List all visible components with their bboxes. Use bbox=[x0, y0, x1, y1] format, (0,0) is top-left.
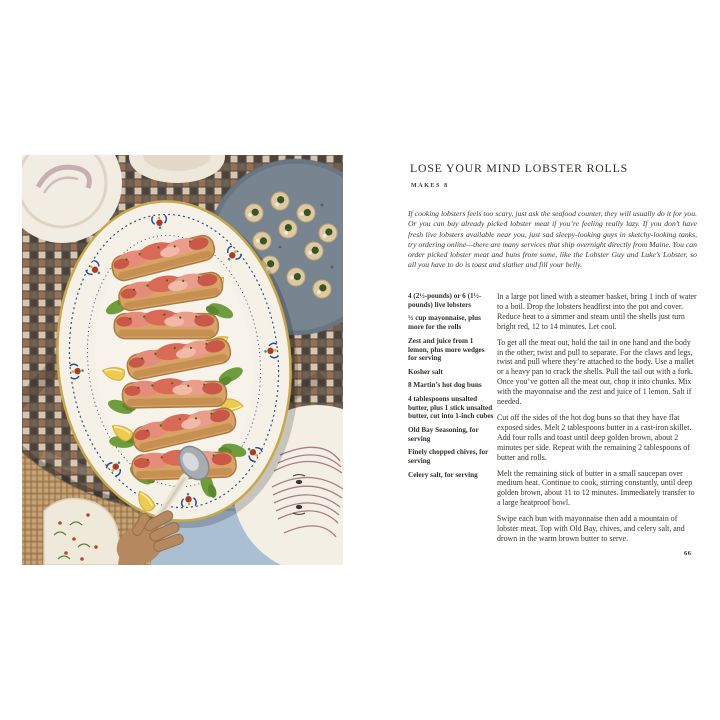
ingredients-list bbox=[408, 292, 495, 484]
ingredient-item: 8 Martin’s hot dog buns bbox=[408, 381, 482, 390]
ingredient-item: 4 tablespoons unsalted butter, plus 1 stick unsalted butter, cut into 1-inch cubes bbox=[408, 394, 494, 421]
instructions bbox=[497, 292, 698, 550]
recipe-title: LOSE YOUR MIND LOBSTER ROLLS bbox=[410, 161, 628, 175]
instruction-paragraph: To get all the meat out, hold the tail in one hand and the body in the other; twist and pull to separate. For the claws and legs, twist and pull where they’re attached to the body. Use a mallet or a heavy pan to crack the shells. Pull the tail out with a fork. Once you’ve gotten all the meat out, chop it into chunks. Mix with the mayonnaise and the zest and juice of 1 lemon. Salt if needed. bbox=[497, 337, 695, 407]
recipe-intro: If cooking lobsters feels too scary, just ask the seafood counter, they will usually do it for you. Or you can buy already picked lobster meat if you’re feeling really lazy. If you don’t have fresh live lobsters available near you, just sad sleepy-looking guys in sketchy-looking tanks, try ordering online—there are many services that ship overnight directly from Maine. You can order picked lobster meat and buns from some, like the Lobster Guy and Luke’s Lobster, so all you have to do is toast and slather and fill your belly. bbox=[408, 209, 697, 270]
instruction-paragraph: In a large pot lined with a steamer basket, bring 1 inch of water to a boil. Drop the lobsters headfirst into the pot and cover. Reduce heat to a simmer and steam until the shells just turn bright red, 12 to 14 minutes. Let cool. bbox=[497, 292, 697, 331]
instruction-paragraph: Cut off the sides of the hot dog buns so that they have flat exposed sides. Melt 2 tablespoons butter in a cast-iron skillet. Add four rolls and toast until deep golden brown, about 2 minutes per side. Repeat with the remaining 2 tablespoons of butter and rolls. bbox=[497, 412, 692, 462]
instruction-paragraph: Swipe each bun with mayonnaise then add a mountain of lobster meat. Top with Old Bay, chives, and celery salt, and drown in the warm brown butter to serve. bbox=[497, 514, 685, 543]
ingredient-item: Old Bay Seasoning, for serving bbox=[408, 425, 479, 443]
page-number: 66 bbox=[684, 550, 692, 557]
ingredient-item: 4 (2½-pounds) or 6 (1½-pounds) live lobsters bbox=[408, 292, 482, 309]
ingredient-item: ½ cup mayonnaise, plus more for the rolls bbox=[408, 314, 481, 332]
recipe-yield: MAKES 8 bbox=[411, 183, 449, 189]
instruction-paragraph: Melt the remaining stick of butter in a small saucepan over medium heat. Continue to cook, stirring constantly, until deep golden brown, about 11 to 12 minutes. Immediately transfer to a large heatproof bowl. bbox=[497, 468, 695, 508]
ingredient-item: Kosher salt bbox=[408, 367, 443, 376]
ingredient-item: Celery salt, for serving bbox=[408, 470, 478, 479]
ingredient-item: Zest and juice from 1 lemon, plus more wedges for serving bbox=[408, 336, 485, 363]
ingredient-item: Finely chopped chives, for serving bbox=[408, 448, 489, 466]
